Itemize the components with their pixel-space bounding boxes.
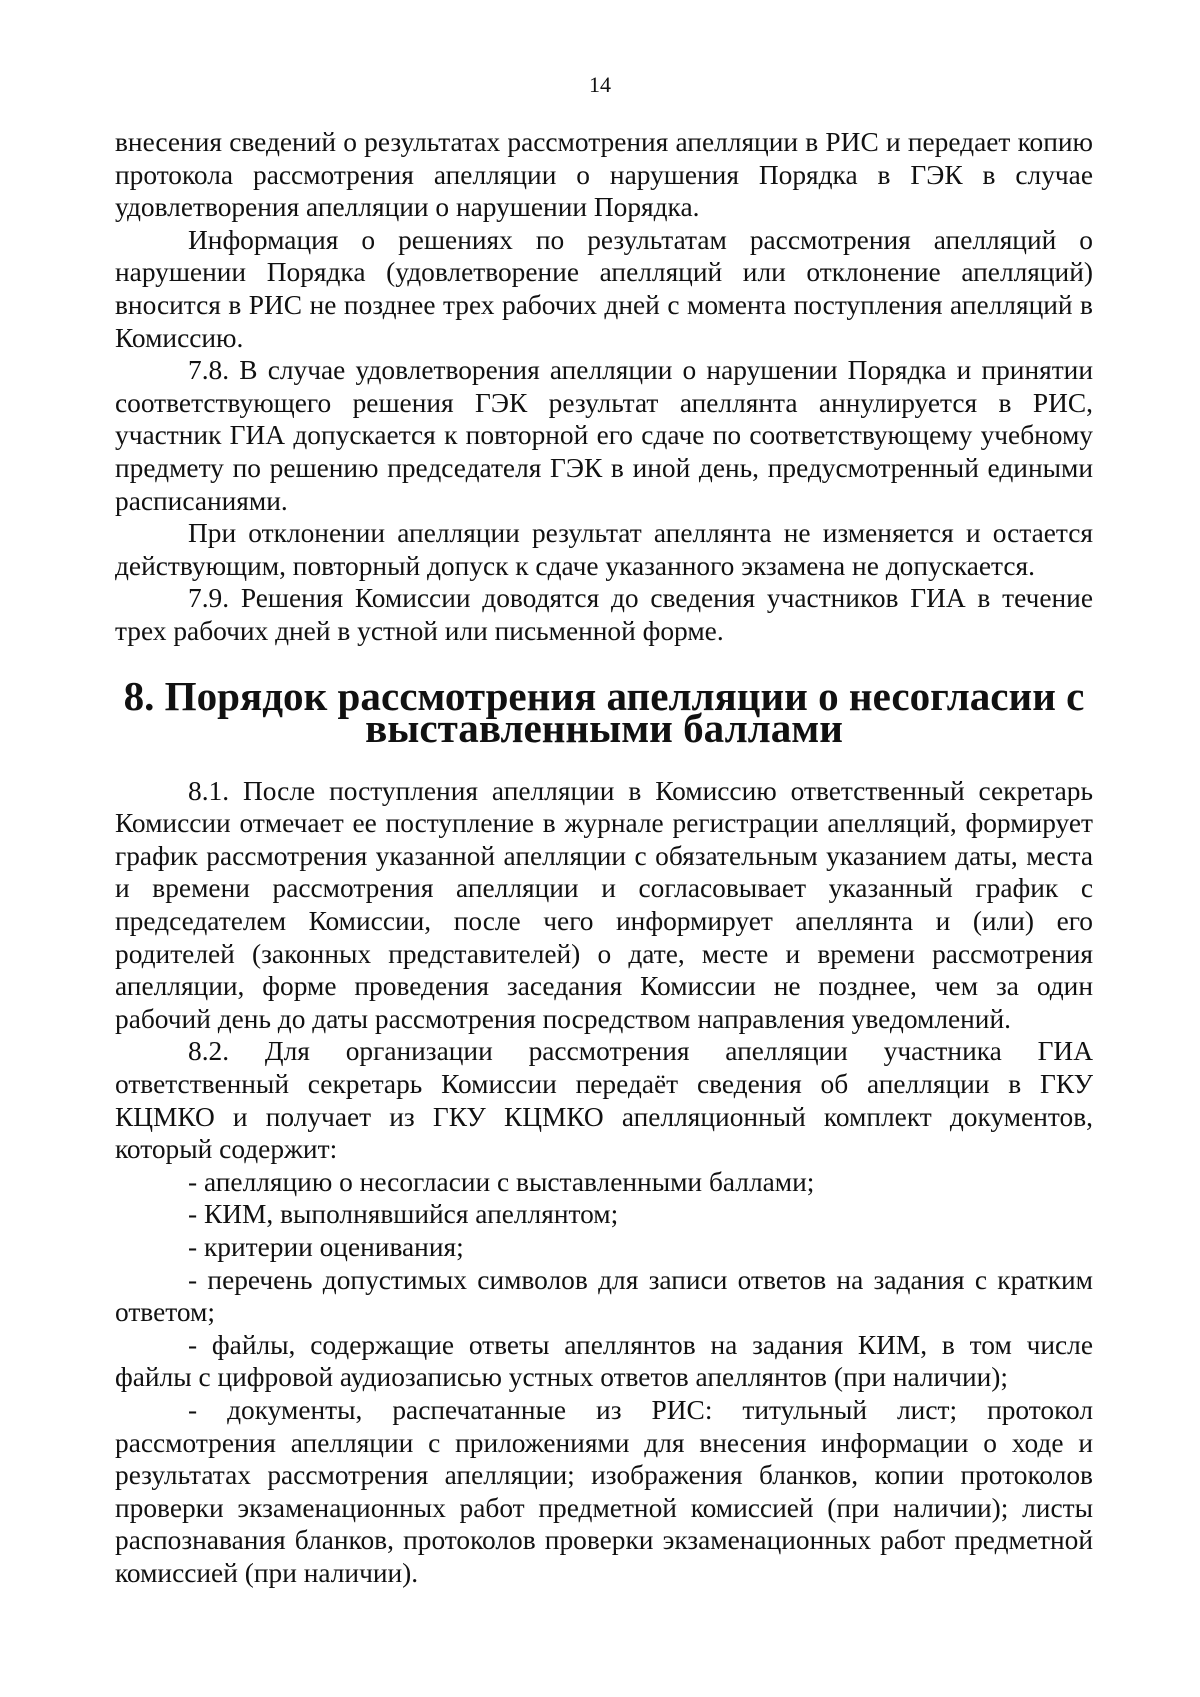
paragraph-7-9: 7.9. Решения Комиссии доводятся до сведения участников ГИА в течение трех рабочих дней в устной или письменной форме. — [115, 583, 1093, 646]
document-body — [115, 126, 1093, 1590]
section-heading-line-1: 8. Порядок рассмотрения апелляции о несогласии с — [123, 672, 1085, 719]
list-item: - критерии оценивания; — [188, 1232, 464, 1262]
paragraph-rejection: При отклонении апелляции результат апеллянта не изменяется и остается действующим, повторный допуск к сдаче указанного экзамена не допускается. — [115, 518, 1093, 581]
paragraph-7-8: 7.8. В случае удовлетворения апелляции о нарушении Порядка и принятии соответствующего решения ГЭК результат апеллянта аннулируется в РИС, участник ГИА допускается к повторной его сдаче по соответствующему учебному предмету по решению председателя ГЭК в иной день, предусмотренный едиными расписаниями. — [115, 355, 1093, 516]
list-item: - апелляцию о несогласии с выставленными баллами; — [188, 1166, 815, 1197]
list-item: - КИМ, выполнявшийся апеллянтом; — [188, 1199, 619, 1230]
paragraph-8-2: 8.2. Для организации рассмотрения апелляции участника ГИА ответственный секретарь Комиссии передаёт сведения об апелляции в ГКУ КЦМКО и получает из ГКУ КЦМКО апелляционный комплект документов, который содержит: — [115, 1036, 1093, 1165]
paragraph-continuation: внесения сведений о результатах рассмотрения апелляции в РИС и передает копию протокола рассмотрения апелляции о нарушения Порядка в ГЭК в случае удовлетворения апелляции о нарушении Порядка. — [115, 127, 1093, 223]
page-number: 14 — [589, 72, 611, 97]
paragraph-8-1: 8.1. После поступления апелляции в Комиссию ответственный секретарь Комиссии отмечает ее поступление в журнале регистрации апелляций, формирует график рассмотрения указанной апелляции с обязательным указанием даты, места и времени рассмотрения апелляции и согласовывает указанный график с председателем Комиссии, после чего информирует апеллянта и (или) его родителей (законных представителей) о дате, месте и времени рассмотрения апелляции, форме проведения заседания Комиссии не позднее, чем за один рабочий день до даты рассмотрения посредством направления уведомлений. — [115, 775, 1093, 1034]
list-item: - документы, распечатанные из РИС: титульный лист; протокол рассмотрения апелляции с приложениями для внесения информации о ходе и результатах рассмотрения апелляции; изображения бланков, копии протоколов проверки экзаменационных работ предметной комиссией (при наличии); листы распознавания бланков, протоколов проверки экзаменационных работ предметной комиссией (при наличии). — [115, 1394, 1093, 1588]
list-item: - перечень допустимых символов для записи ответов на задания с кратким ответом; — [115, 1264, 1093, 1328]
section-heading-line-2: выставленными баллами — [365, 705, 843, 752]
paragraph-info-decisions: Информация о решениях по результатам рассмотрения апелляций о нарушении Порядка (удовлетворение апелляций или отклонение апелляций) вносится в РИС не позднее трех рабочих дней с момента поступления апелляций в Комиссию. — [115, 224, 1093, 353]
list-item: - файлы, содержащие ответы апеллянтов на задания КИМ, в том числе файлы с цифровой аудиозаписью устных ответов апеллянтов (при наличии); — [115, 1329, 1093, 1393]
section-heading — [115, 672, 1093, 752]
